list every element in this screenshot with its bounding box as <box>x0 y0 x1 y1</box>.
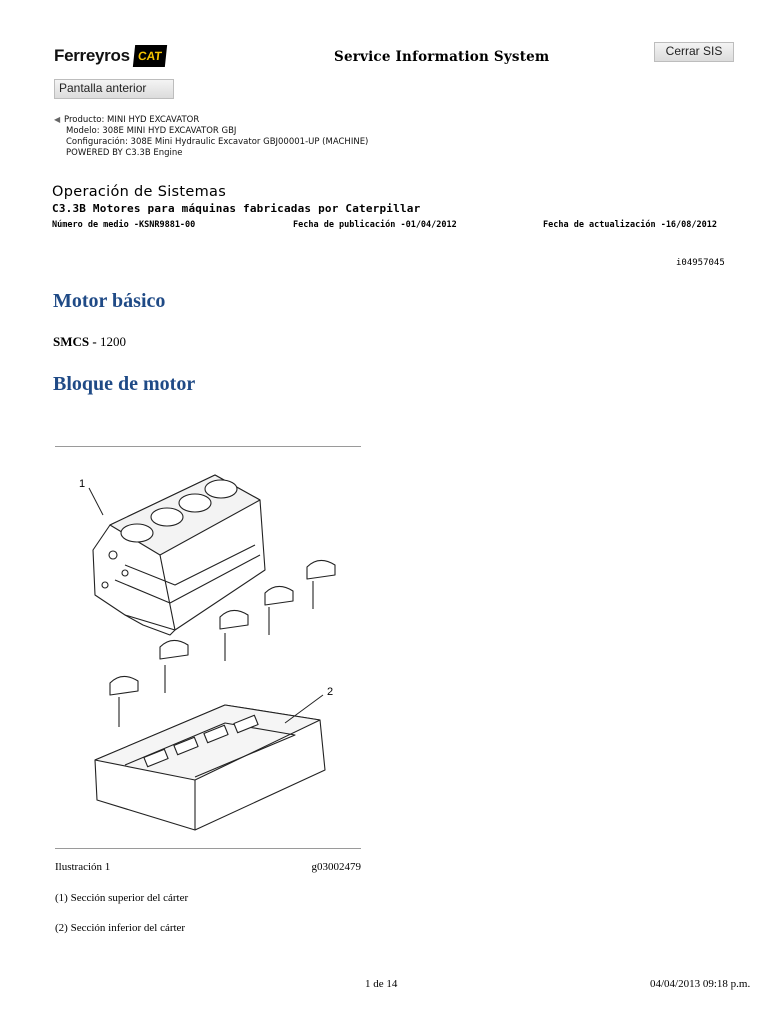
heading-motor-basico: Motor básico <box>53 290 166 312</box>
model-line: Modelo: 308E MINI HYD EXCAVATOR GBJ <box>66 126 237 136</box>
page-indicator: 1 de 14 <box>365 978 398 990</box>
bearing-cap <box>220 610 248 629</box>
product-info <box>54 114 368 159</box>
close-sis-button[interactable]: Cerrar SIS <box>654 42 734 62</box>
callout-2: 2 <box>327 686 334 698</box>
legend-item-2: (2) Sección inferior del cárter <box>55 922 186 934</box>
powered-line: POWERED BY C3.3B Engine <box>66 148 183 158</box>
smcs-label: SMCS - <box>53 334 100 349</box>
bearing-cap <box>307 560 335 579</box>
brand-name: Ferreyros <box>54 46 130 65</box>
document-title: Operación de Sistemas <box>52 184 227 200</box>
media-number: Número de medio -KSNR9881-00 <box>52 220 196 230</box>
engine-block-illustration <box>55 455 361 845</box>
publication-date: Fecha de publicación -01/04/2012 <box>293 220 457 230</box>
config-line: Configuración: 308E Mini Hydraulic Excavator GBJ00001-UP (MACHINE) <box>66 137 369 147</box>
brand-logo <box>54 45 166 67</box>
bearing-cap <box>160 640 188 659</box>
print-timestamp: 04/04/2013 09:18 p.m. <box>650 978 751 990</box>
legend-item-1: (1) Sección superior del cárter <box>55 892 189 904</box>
figure-caption-label: Ilustración 1 <box>55 861 111 873</box>
document-subtitle: C3.3B Motores para máquinas fabricadas por Caterpillar <box>52 202 421 215</box>
smcs-code <box>53 334 126 350</box>
product-line: Producto: MINI HYD EXCAVATOR <box>64 115 200 125</box>
callout-1: 1 <box>79 478 86 490</box>
app-title: Service Information System <box>334 49 550 65</box>
heading-bloque-motor: Bloque de motor <box>53 373 196 395</box>
figure-caption-code: g03002479 <box>311 861 361 873</box>
figure-bottom-rule <box>55 848 361 849</box>
update-date: Fecha de actualización -16/08/2012 <box>543 220 717 230</box>
smcs-value: 1200 <box>99 334 126 349</box>
figure-caption <box>55 861 361 873</box>
bearing-cap <box>265 586 293 605</box>
previous-screen-button[interactable]: Pantalla anterior <box>54 79 174 99</box>
cat-badge: CAT <box>133 45 167 67</box>
document-id: i04957045 <box>676 258 725 268</box>
bearing-cap <box>110 676 138 695</box>
figure-top-rule <box>55 446 361 447</box>
back-arrow-icon[interactable]: ◀ <box>54 115 61 124</box>
